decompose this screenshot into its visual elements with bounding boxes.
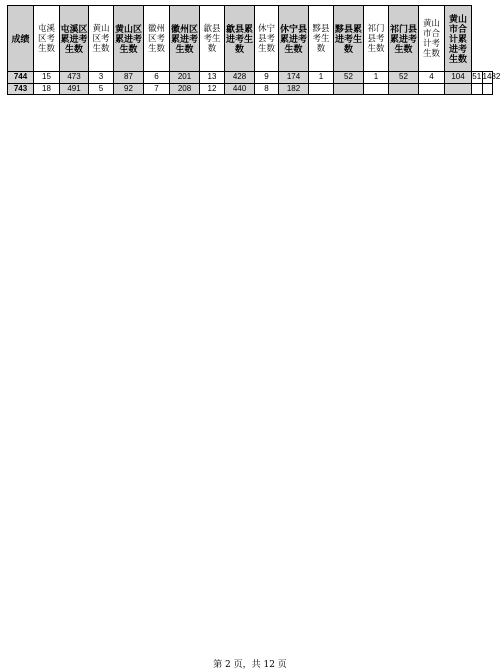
- count-cell: 440: [225, 83, 255, 95]
- column-header: 黄山区累进考生数: [114, 6, 144, 72]
- count-cell: 92: [114, 83, 144, 95]
- count-cell: [472, 83, 483, 95]
- count-cell: 18: [34, 83, 60, 95]
- count-cell: 1482: [482, 72, 500, 82]
- column-header: 歙县考生数: [200, 6, 225, 72]
- count-cell: [482, 83, 493, 95]
- count-cell: 428: [225, 72, 255, 84]
- count-cell: 208: [170, 83, 200, 95]
- column-header: 黟县考生数: [309, 6, 334, 72]
- column-header: 黄山区考生数: [89, 6, 114, 72]
- count-cell: 491: [60, 83, 89, 95]
- table-row: [8, 72, 493, 84]
- score-cell: 743: [8, 83, 34, 95]
- count-cell: 473: [60, 72, 89, 84]
- column-header: 成绩: [8, 6, 34, 72]
- page-footer: 第 2 页，共 12 页: [213, 660, 287, 670]
- count-cell: 15: [34, 72, 60, 84]
- count-cell: [309, 83, 334, 95]
- count-cell: 201: [170, 72, 200, 84]
- count-cell: 4: [419, 72, 445, 84]
- score-cell: 744: [8, 72, 34, 84]
- score-distribution-sheet: [7, 5, 500, 95]
- count-cell: [334, 83, 364, 95]
- count-cell: 52: [389, 72, 419, 84]
- table-body: [8, 72, 500, 95]
- column-header: 屯溪区考生数: [34, 6, 60, 72]
- column-header: 徽州区考生数: [144, 6, 170, 72]
- count-cell: 87: [114, 72, 144, 84]
- table-row: [8, 83, 493, 95]
- column-header: 休宁县考生数: [255, 6, 279, 72]
- count-cell: 13: [200, 72, 225, 84]
- column-header: 屯溪区累进考生数: [60, 6, 89, 72]
- count-cell: 12: [200, 83, 225, 95]
- count-cell: 5: [89, 83, 114, 95]
- count-cell: 1: [309, 72, 334, 84]
- count-cell: 3: [89, 72, 114, 84]
- count-cell: 52: [334, 72, 364, 84]
- count-cell: 7: [144, 83, 170, 95]
- table-header: [8, 6, 493, 72]
- count-cell: [364, 83, 389, 95]
- count-cell: 6: [144, 72, 170, 84]
- count-cell: 104: [445, 72, 472, 84]
- count-cell: [419, 83, 445, 95]
- count-cell: 51: [472, 72, 482, 82]
- count-cell: 8: [255, 83, 279, 95]
- column-header: 黄山市合计考生数: [419, 6, 445, 72]
- count-cell: 174: [279, 72, 309, 84]
- count-cell: [389, 83, 419, 95]
- column-header: 徽州区累进考生数: [170, 6, 200, 72]
- count-cell: 9: [255, 72, 279, 84]
- score-table: [7, 5, 500, 95]
- column-header: 黄山市合计累进考生数: [445, 6, 472, 72]
- column-header: 歙县累进考生数: [225, 6, 255, 72]
- column-header: 祁门县累进考生数: [389, 6, 419, 72]
- column-header: 休宁县累进考生数: [279, 6, 309, 72]
- count-cell: 1: [364, 72, 389, 84]
- column-header: 黟县累进考生数: [334, 6, 364, 72]
- column-header: 祁门县考生数: [364, 6, 389, 72]
- count-cell: [445, 83, 472, 95]
- count-cell: 182: [279, 83, 309, 95]
